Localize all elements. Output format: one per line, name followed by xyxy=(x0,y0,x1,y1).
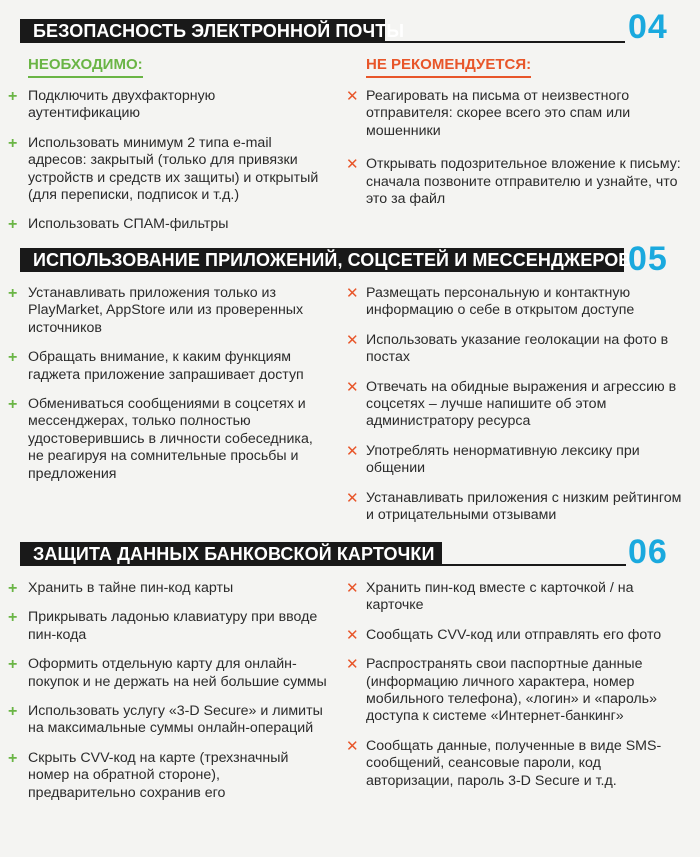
plus-icon: + xyxy=(8,703,18,721)
list-item: ✕ Сообщать данные, полученные в виде SMS-сообщений, сеансовые пароли, код авторизации, пароль 3-D Secure и т.д. xyxy=(346,737,662,789)
plus-icon: + xyxy=(8,134,18,152)
list-item: ✕ Размещать персональную и контактную информацию о себе в открытом доступе xyxy=(346,285,635,319)
cross-icon: ✕ xyxy=(346,737,359,755)
cross-icon: ✕ xyxy=(346,580,359,597)
plus-icon: + xyxy=(8,349,18,367)
list-item: + Прикрывать ладонью клавиатуру при вводе пин-кода xyxy=(8,609,318,643)
cross-icon: ✕ xyxy=(346,378,359,396)
bad-list xyxy=(346,580,682,802)
plus-icon: + xyxy=(8,396,18,414)
list-item: ✕ Использовать указание геолокации на фото в постах xyxy=(346,331,669,366)
plus-icon: + xyxy=(8,88,18,105)
list-item: ✕ Распространять свои паспортные данные (информацию личного характера, номер мобильного телефона), «логин» и «пароль» доступа к системе «Интернет-банкинг» xyxy=(346,656,657,725)
cross-icon: ✕ xyxy=(346,331,359,349)
section-number: 04 xyxy=(628,8,668,46)
list-item: + Скрыть CVV-код на карте (трехзначный номер на обратной стороне), предварительно сохранив его xyxy=(8,749,289,801)
bad-list xyxy=(346,285,682,536)
cross-icon: ✕ xyxy=(346,88,359,105)
section-title: ЗАЩИТА ДАННЫХ БАНКОВСКОЙ КАРТОЧКИ xyxy=(20,542,442,566)
plus-icon: + xyxy=(8,580,18,597)
section-number: 06 xyxy=(628,533,668,571)
good-list xyxy=(8,580,328,814)
list-item: + Обмениваться сообщениями в соцсетях и мессенджерах, только полностью удостоверившись в личности собеседника, не реагируя на сомнительные просьбы и предложения xyxy=(8,396,313,482)
plus-icon: + xyxy=(8,285,18,302)
section-email-security xyxy=(0,0,700,245)
good-heading: НЕОБХОДИМО: xyxy=(28,56,143,78)
list-item: + Использовать услугу «3-D Secure» и лимиты на максимальные суммы онлайн-операций xyxy=(8,703,323,737)
section-apps-social xyxy=(0,240,700,535)
cross-icon: ✕ xyxy=(346,156,359,174)
list-item: ✕ Устанавливать приложения с низким рейтингом и отрицательными отзывами xyxy=(346,489,682,524)
section-bank-card xyxy=(0,535,700,857)
cross-icon: ✕ xyxy=(346,626,359,644)
list-item: ✕ Реагировать на письма от неизвестного отправителя: скорее всего это спам или мошенники xyxy=(346,88,631,139)
list-item: + Подключить двухфакторную аутентификацию xyxy=(8,88,216,122)
list-item: ✕ Открывать подозрительное вложение к письму: сначала позвоните отправителю и узнайте, что это за файл xyxy=(346,156,681,208)
plus-icon: + xyxy=(8,749,18,767)
list-item: ✕ Сообщать CVV-код или отправлять его фото xyxy=(346,626,662,644)
cross-icon: ✕ xyxy=(346,442,359,460)
section-number: 05 xyxy=(628,240,668,278)
good-list xyxy=(8,88,328,246)
bad-heading: НЕ РЕКОМЕНДУЕТСЯ: xyxy=(366,56,531,78)
cross-icon: ✕ xyxy=(346,489,359,507)
section-title: ИСПОЛЬЗОВАНИЕ ПРИЛОЖЕНИЙ, СОЦСЕТЕЙ И МЕССЕНДЖЕРОВ xyxy=(20,248,624,272)
list-item: + Использовать минимум 2 типа e-mail адресов: закрытый (только для привязки устройств и средств их защиты) и открытый (для переписки, подписок и т.д.) xyxy=(8,134,319,204)
header-rule xyxy=(442,564,626,566)
bad-list xyxy=(346,88,682,220)
list-item: + Оформить отдельную карту для онлайн-покупок и не держать на ней большие суммы xyxy=(8,656,327,690)
list-item: ✕ Отвечать на обидные выражения и агрессию в соцсетях – лучше напишите об этом администратору ресурса xyxy=(346,378,677,430)
list-item: + Использовать СПАМ-фильтры xyxy=(8,216,229,234)
list-item: + Обращать внимание, к каким функциям гаджета приложение запрашивает доступ xyxy=(8,349,304,383)
list-item: ✕ Употреблять ненормативную лексику при общении xyxy=(346,442,640,477)
plus-icon: + xyxy=(8,609,18,627)
plus-icon: + xyxy=(8,656,18,674)
list-item: + Хранить в тайне пин-код карты xyxy=(8,580,234,597)
list-item: + Устанавливать приложения только из PlayMarket, AppStore или из проверенных источников xyxy=(8,285,304,336)
cross-icon: ✕ xyxy=(346,656,359,674)
plus-icon: + xyxy=(8,216,18,234)
good-list xyxy=(8,285,328,495)
header-rule xyxy=(385,41,625,43)
section-title: БЕЗОПАСНОСТЬ ЭЛЕКТРОННОЙ ПОЧТЫ xyxy=(20,19,385,43)
list-item: ✕ Хранить пин-код вместе с карточкой / на карточке xyxy=(346,580,634,614)
cross-icon: ✕ xyxy=(346,285,359,302)
